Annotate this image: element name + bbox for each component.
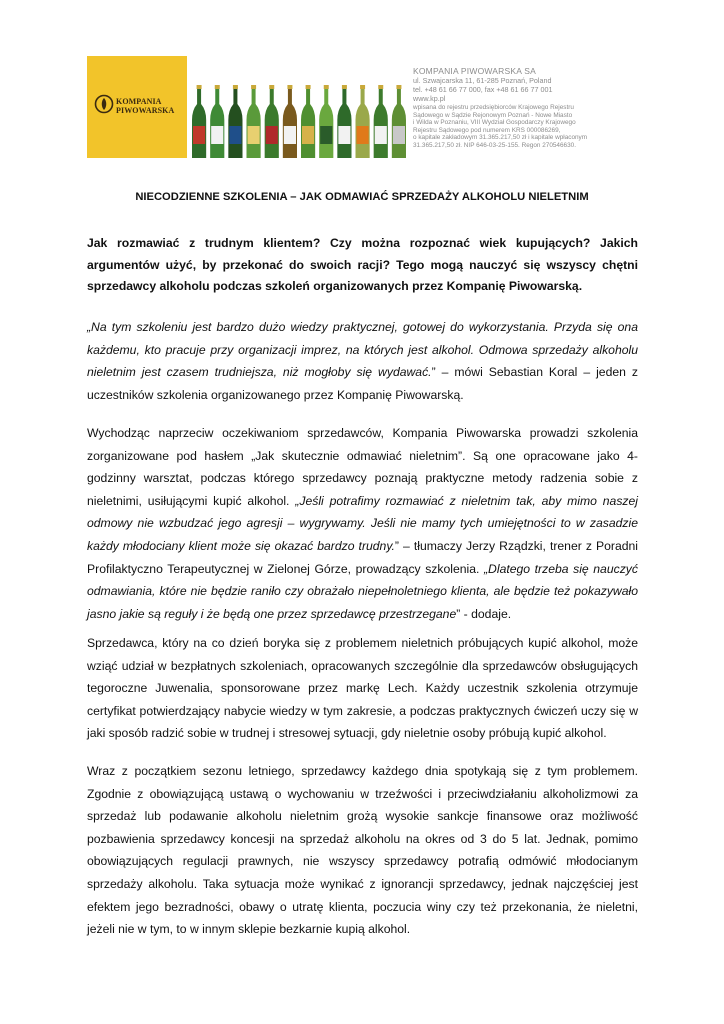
bottle xyxy=(374,88,388,158)
logo-wordmark: KOMPANIA PIWOWARSKA xyxy=(116,97,175,115)
paragraph-free-training: Sprzedawca, który na co dzień boryka się z problemem nieletnich próbujących kupić alkohol, może wziąć udział w bezpłatnych szkoleniach, opracowanych szczególnie dla sprzedawców obsługujących tegoroczne Juwenalia, sponsorowane przez markę Lech. Każdy uczestnik szkolenia otrzymuje certyfikat potwierdzający nabycie wiedzy w tym zakresie, a podczas praktycznych ćwiczeń uczy się w jaki sposób radzić sobie w trudnej i stresowej sytuacji, gdy nieletnie osoby próbują kupić alkohol. xyxy=(87,636,638,741)
beer-bottles-image xyxy=(190,80,408,158)
bottle-cap xyxy=(215,85,220,89)
bottle-label xyxy=(248,126,260,144)
bottle-cap xyxy=(396,85,401,89)
bottle-label xyxy=(338,126,350,144)
bottle-label xyxy=(266,126,278,144)
hop-emblem-icon xyxy=(94,94,114,114)
bottle-label xyxy=(393,126,405,144)
bottle xyxy=(337,88,351,158)
bottle xyxy=(210,88,224,158)
bottle-cap xyxy=(360,85,365,89)
bottle xyxy=(265,88,279,158)
bottle-label xyxy=(375,126,387,144)
bottle-label xyxy=(211,126,223,144)
bottle xyxy=(247,88,261,158)
bottle-cap xyxy=(287,85,292,89)
bottle xyxy=(228,88,242,158)
bottle-label xyxy=(284,126,296,144)
company-registry: wpisana do rejestru przedsiębiorców Krajowego Rejestru Sądowego w Sądzie Rejonowym Poznań - Nowe Miasto i Wilda w Poznaniu, VIII Wydział Gospodarczy Krajowego Rejestru Sądowego pod numerem KRS 000086269, o kapitale zakładowym 31.365.217,50 zł i kapitale wpłaconym 31.365.217,50 zł. NIP 646-03-25-155. Regon 270546630. xyxy=(413,104,588,149)
bottle-cap xyxy=(342,85,347,89)
bottle-cap xyxy=(251,85,256,89)
company-phone: tel. +48 61 66 77 000, fax +48 61 66 77 001 xyxy=(413,85,553,94)
bottle-label xyxy=(302,126,314,144)
bottle-cap xyxy=(324,85,329,89)
bottle xyxy=(319,88,333,158)
bottle-cap xyxy=(233,85,238,89)
company-name: KOMPANIA PIWOWARSKA SA xyxy=(413,66,536,76)
bottle-cap xyxy=(306,85,311,89)
article-title: NIECODZIENNE SZKOLENIA – JAK ODMAWIAĆ SPRZEDAŻY ALKOHOLU NIELETNIM xyxy=(135,191,589,203)
company-logo xyxy=(87,56,187,158)
bottle xyxy=(392,88,406,158)
bottle-label xyxy=(193,126,205,144)
company-web: www.kp.pl xyxy=(413,94,446,103)
paragraph-legal-sanctions: Wraz z początkiem sezonu letniego, sprzedawcy każdego dnia spotykają się z tym problemem. Zgodnie z obowiązującą ustawą o wychowaniu w trzeźwości i przeciwdziałaniu alkoholizmowi za sprzedaż lub podawanie alkoholu nieletnim grożą wysokie sankcje finansowe oraz możliwość pozbawienia sprzedawcy koncesji na sprzedaż alkoholu na okres od 3 do 5 lat. Jednak, pomimo obowiązujących regulacji prawnych, nie wszyscy sprzedawcy potrafią odmówić młodocianym sprzedaży alkoholu. Taka sytuacja może wynikać z ignorancji sprzedawcy, jednak najczęściej jest efektem jego bezradności, obawy o utratę klienta, poczucia winy czy też przekonania, że nieletni, jeżeli nie w tym, to w innym sklepie bezkarnie kupią alkohol. xyxy=(87,764,638,937)
paragraph-quote-koral: „Na tym szkoleniu jest bardzo dużo wiedzy praktycznej, gotowej do wykorzystania. Przyda się ona każdemu, kto pracuje przy organizacji imprez, na których jest alkohol. Odmowa sprzedaży alkoholu nieletnim jest czasem trudniejsza, niż mogłoby się wydawać.” – mówi Sebastian Koral – jeden z uczestników szkolenia organizowanego przez Kompanię Piwowarską. xyxy=(87,320,638,402)
company-info xyxy=(413,66,653,150)
bottle-cap xyxy=(269,85,274,89)
bottle xyxy=(356,88,370,158)
bottle xyxy=(301,88,315,158)
paragraph-workshop: Wychodząc naprzeciw oczekiwaniom sprzedawców, Kompania Piwowarska prowadzi szkolenia zorganizowane pod hasłem „Jak skutecznie odmawiać nieletnim”. Są one opracowane jako 4-godzinny warsztat, podczas którego sprzedawcy poznają praktyczne metody radzenia sobie z nieletnimi, usiłującymi kupić alkohol. „Jeśli potrafimy rozmawiać z nieletnim tak, aby mimo naszej odmowy nie wzbudzać jego agresji – wygrywamy. Jeśli nie mamy tych umiejętności to w zasadzie każdy młodociany klient może się okazać bardzo trudny.” – tłumaczy Jerzy Rządzki, trener z Poradni Profilaktyczno Terapeutycznej w Zielonej Górze, prowadzący szkolenia. „Dlatego trzeba się nauczyć odmawiania, które nie będzie raniło czy obrażało niepełnoletniego klienta, ale będzie też pokazywało jasno jakie są reguły i że będą one przez sprzedawcę przestrzegane” - dodaje. xyxy=(87,426,638,621)
bottle-cap xyxy=(378,85,383,89)
bottle-label xyxy=(320,126,332,144)
lead-paragraph: Jak rozmawiać z trudnym klientem? Czy można rozpoznać wiek kupujących? Jakich argumentów użyć, by przekonać do swoich racji? Tego mogą nauczyć się wszyscy chętni sprzedawcy alkoholu podczas szkoleń organizowanych przez Kompanię Piwowarską. xyxy=(87,236,638,293)
bottle-cap xyxy=(197,85,202,89)
bottle-label xyxy=(229,126,241,144)
bottle xyxy=(192,88,206,158)
bottle-label xyxy=(357,126,369,144)
company-address: ul. Szwajcarska 11, 61-285 Poznań, Poland xyxy=(413,76,552,85)
bottle xyxy=(283,88,297,158)
